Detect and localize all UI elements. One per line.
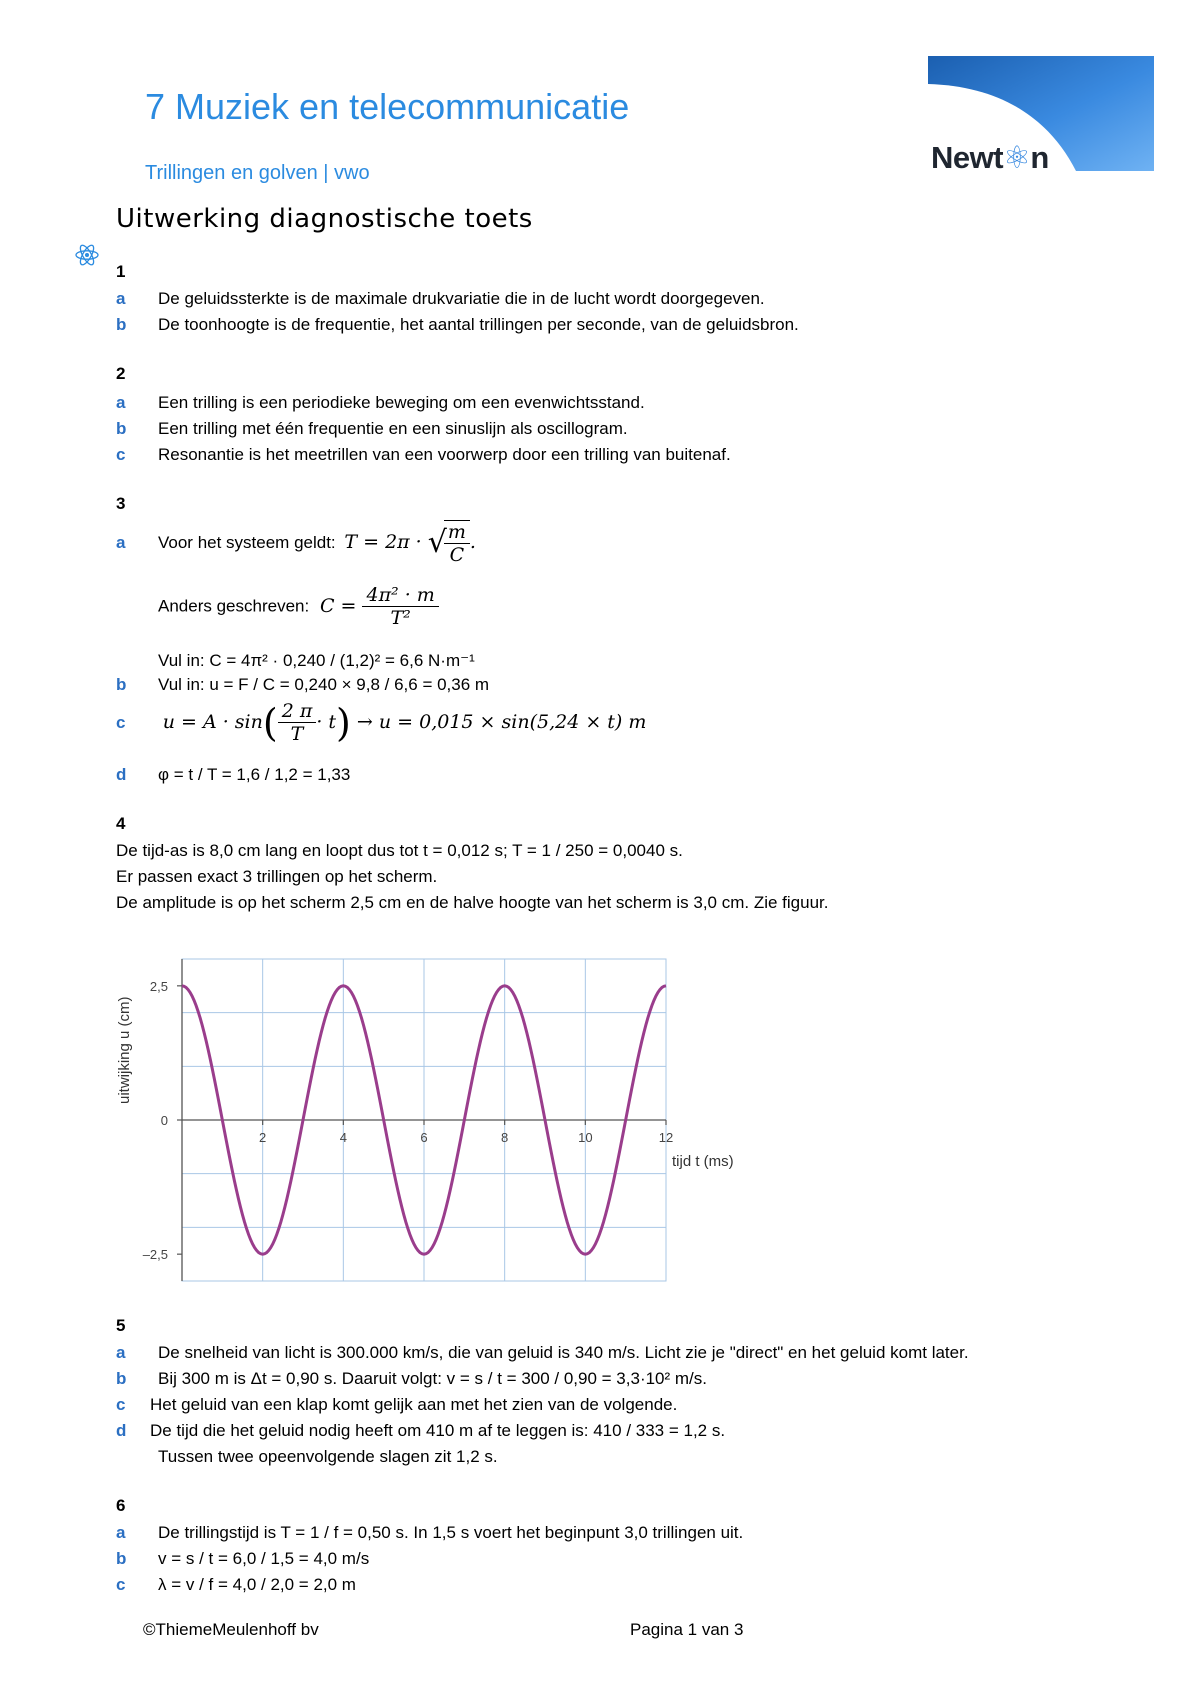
answer-label: d	[116, 765, 127, 784]
footer-page-number: Pagina 1 van 3	[630, 1620, 744, 1639]
answer-row	[116, 392, 1136, 414]
answer-row	[116, 700, 1136, 760]
answer-row	[116, 674, 1136, 696]
formula-factor: · t	[316, 710, 337, 733]
question-number: 5	[116, 1316, 126, 1335]
formula-numerator: m	[444, 521, 470, 544]
x-axis-label: tijd t (ms)	[672, 1153, 734, 1170]
formula-denominator: T	[290, 723, 304, 745]
answer-text: Bij 300 m is Δt = 0,90 s. Daaruit volgt: v = s / t = 300 / 0,90 = 3,3·10² m/s.	[158, 1369, 708, 1388]
atom-icon	[74, 242, 100, 268]
answer-row	[116, 1522, 1136, 1544]
formula-result: → u = 0,015 × sin(5,24 × t) m	[356, 710, 647, 733]
formula-spring-constant	[319, 584, 439, 629]
answer-text: Anders geschreven:	[158, 596, 310, 616]
answer-label: b	[116, 419, 127, 438]
answer-text: Resonantie is het meetrillen van een voorwerp door een trilling van buitenaf.	[158, 445, 731, 464]
answer-row	[116, 1342, 1136, 1364]
answer-text: v = s / t = 6,0 / 1,5 = 4,0 m/s	[158, 1549, 370, 1568]
answer-text: Tussen twee opeenvolgende slagen zit 1,2 s.	[158, 1447, 498, 1466]
answer-row	[116, 764, 1136, 786]
answer-text: φ = t / T = 1,6 / 1,2 = 1,33	[158, 765, 351, 784]
answer-label: a	[116, 1343, 126, 1362]
answer-row	[116, 1548, 1136, 1570]
newton-logo-text: Newt⚛n	[931, 140, 1049, 175]
answer-text: De toonhoogte is de frequentie, het aantal trillingen per seconde, van de geluidsbron.	[158, 315, 799, 334]
question-number: 4	[116, 814, 126, 833]
answer-row	[116, 288, 1136, 310]
question-number: 3	[116, 494, 126, 513]
answer-text: λ = v / f = 4,0 / 2,0 = 2,0 m	[158, 1575, 356, 1594]
answer-row	[116, 314, 1136, 336]
answer-text: De tijd-as is 8,0 cm lang en loopt dus tot t = 0,012 s; T = 1 / 250 = 0,0040 s.	[116, 841, 683, 860]
answer-label: c	[116, 445, 126, 464]
formula-numerator: 2 π	[278, 700, 317, 723]
formula-lhs: u = A · sin	[162, 710, 263, 733]
answer-label: a	[116, 1523, 126, 1542]
footer-copyright: ©ThiemeMeulenhoff bv	[143, 1620, 319, 1639]
chapter-title: 7 Muziek en telecommunicatie	[145, 86, 630, 127]
answer-text: Vul in: C = 4π² · 0,240 / (1,2)² = 6,6 N·m⁻¹	[158, 651, 475, 670]
answer-text: Voor het systeem geldt:	[158, 533, 336, 552]
answer-row	[116, 1394, 1136, 1416]
answer-text: De geluidssterkte is de maximale drukvariatie die in de lucht wordt doorgegeven.	[158, 289, 765, 308]
formula-denominator: T²	[390, 607, 411, 629]
x-tick-label: 2	[259, 1130, 267, 1145]
answer-text: De trillingstijd is T = 1 / f = 0,50 s. In 1,5 s voert het beginpunt 3,0 trillingen uit.	[158, 1523, 744, 1542]
answer-text: Het geluid van een klap komt gelijk aan met het zien van de volgende.	[150, 1395, 678, 1414]
answer-row	[116, 1420, 1136, 1442]
page-subtitle: Trillingen en golven | vwo	[145, 162, 370, 184]
answer-text: Een trilling met één frequentie en een sinuslijn als oscillogram.	[158, 419, 628, 438]
answer-row	[116, 520, 1136, 576]
formula-lhs: T = 2π ·	[344, 531, 422, 553]
section-title: Uitwerking diagnostische toets	[116, 204, 533, 234]
formula-numerator: 4π² · m	[362, 584, 438, 607]
question-number: 1	[116, 262, 126, 281]
y-tick-label: 0	[160, 1113, 168, 1128]
x-tick-label: 6	[420, 1130, 428, 1145]
x-tick-label: 12	[658, 1130, 674, 1145]
answer-text: Er passen exact 3 trillingen op het scherm.	[116, 867, 438, 886]
answer-label: b	[116, 315, 127, 334]
answer-label: a	[116, 533, 126, 552]
answer-row	[158, 584, 439, 640]
answer-label: a	[116, 289, 126, 308]
answer-row	[116, 418, 1136, 440]
chart-axes	[177, 959, 666, 1281]
answer-label: b	[116, 675, 127, 694]
answer-text: De tijd die het geluid nodig heeft om 410 m af te leggen is: 410 / 333 = 1,2 s.	[150, 1421, 726, 1440]
answer-label: c	[116, 1575, 126, 1594]
answer-label: b	[116, 1549, 127, 1568]
answer-text: Vul in: u = F / C = 0,240 × 9,8 / 6,6 = 0,36 m	[158, 675, 490, 694]
answer-label: c	[116, 712, 126, 732]
question-number: 2	[116, 364, 126, 383]
answer-label: b	[116, 1369, 127, 1388]
y-tick-label: –2,5	[142, 1247, 168, 1263]
y-tick-label: 2,5	[149, 978, 168, 994]
answer-label: a	[116, 393, 126, 412]
atom-icon: ⚛	[1003, 140, 1031, 175]
answer-text: De snelheid van licht is 300.000 km/s, die van geluid is 340 m/s. Licht zie je "direct" en het geluid komt later.	[158, 1343, 969, 1362]
formula-displacement: u = A · sin( $\frac{2 \pi}{T}$ · t) → u = 0,015 × sin(5,24 × t) m	[162, 700, 647, 745]
x-tick-label: 8	[501, 1130, 509, 1145]
formula-denominator: C	[449, 544, 465, 566]
formula-lhs: C =	[319, 594, 357, 617]
oscillogram-chart	[110, 945, 770, 1290]
answer-text: De amplitude is op het scherm 2,5 cm en de halve hoogte van het scherm is 3,0 cm. Zie figuur.	[116, 893, 829, 912]
x-tick-label: 4	[339, 1130, 347, 1145]
answer-label: c	[116, 1395, 126, 1414]
answer-label: d	[116, 1421, 127, 1440]
answer-row	[116, 1368, 1136, 1390]
formula-period: T = 2π · √ $\frac{m}{C}$ .	[344, 521, 476, 566]
y-axis-label: uitwijking u (cm)	[116, 996, 133, 1104]
answer-text: Een trilling is een periodieke beweging om een evenwichtsstand.	[158, 393, 645, 412]
question-number: 6	[116, 1496, 126, 1515]
answer-row	[116, 1574, 1136, 1596]
x-tick-label: 10	[578, 1130, 593, 1145]
answer-row	[116, 444, 1136, 466]
